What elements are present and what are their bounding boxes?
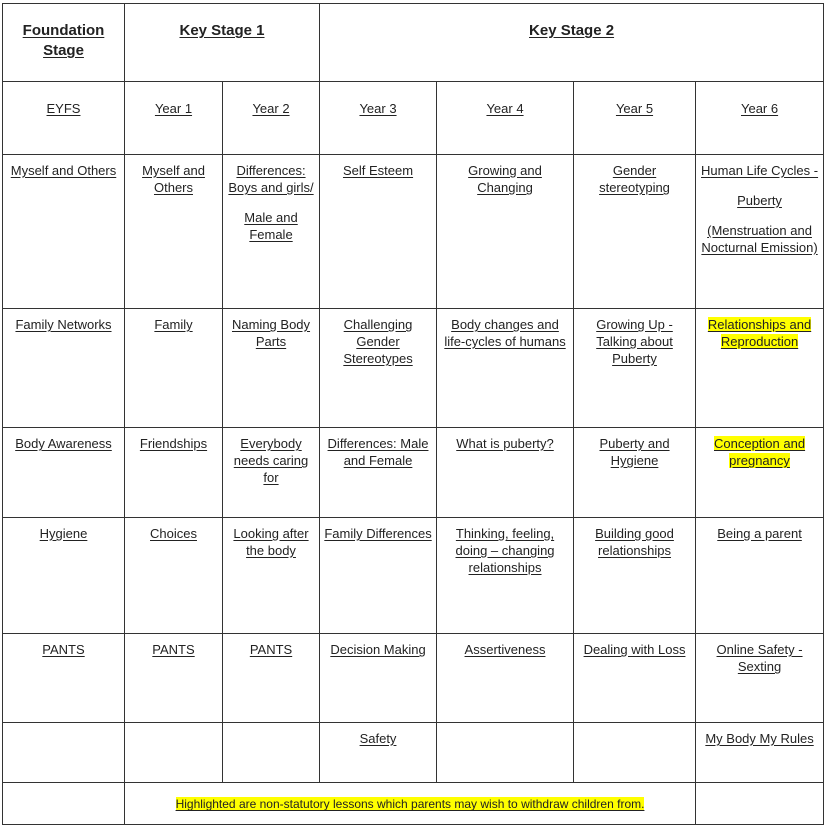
cell-year-3: Challenging Gender Stereotypes <box>320 309 437 428</box>
cell-year-4: Assertiveness <box>437 634 574 723</box>
year-header-1: Year 1 <box>125 82 223 155</box>
key-stage-1-header: Key Stage 1 <box>125 4 320 82</box>
cell-year-3: Family Differences <box>320 518 437 634</box>
cell-year-4: Body changes and life-cycles of humans <box>437 309 574 428</box>
cell-year-1: Family <box>125 309 223 428</box>
cell-year-1: Choices <box>125 518 223 634</box>
table-row <box>3 428 824 518</box>
cell-year-1: PANTS <box>125 634 223 723</box>
cell-year-5: Growing Up - Talking about Puberty <box>574 309 696 428</box>
cell-year-4: What is puberty? <box>437 428 574 518</box>
cell-year-2: Naming Body Parts <box>223 309 320 428</box>
cell-year-3: Decision Making <box>320 634 437 723</box>
cell-year-6: My Body My Rules <box>696 723 824 783</box>
year-header-4: Year 4 <box>437 82 574 155</box>
cell-year-3: Self Esteem <box>320 155 437 309</box>
curriculum-table <box>2 3 824 825</box>
year-header-6: Year 6 <box>696 82 824 155</box>
cell-year-4: Thinking, feeling, doing – changing relationships <box>437 518 574 634</box>
footnote-cell <box>125 783 696 825</box>
table-row <box>3 634 824 723</box>
year-header-3: Year 3 <box>320 82 437 155</box>
cell-year-2: Everybody needs caring for <box>223 428 320 518</box>
cell-year-5: Dealing with Loss <box>574 634 696 723</box>
footnote-right-empty <box>696 783 824 825</box>
table-row <box>3 155 824 309</box>
cell-year-2: PANTS <box>223 634 320 723</box>
cell-year-4: Growing and Changing <box>437 155 574 309</box>
cell-year-5-empty <box>574 723 696 783</box>
cell-year-5: Puberty and Hygiene <box>574 428 696 518</box>
cell-year-1: Myself and Others <box>125 155 223 309</box>
key-stage-2-header: Key Stage 2 <box>320 4 824 82</box>
footnote-left-empty <box>3 783 125 825</box>
table-row <box>3 309 824 428</box>
cell-year-6: Human Life Cycles - Puberty (Menstruation and Nocturnal Emission) <box>696 155 824 309</box>
cell-year-2: Differences: Boys and girls/ Male and Female <box>223 155 320 309</box>
cell-year-1: Friendships <box>125 428 223 518</box>
table-row <box>3 518 824 634</box>
footnote-text: Highlighted are non-statutory lessons which parents may wish to withdraw children from. <box>175 797 645 811</box>
cell-year-2: Looking after the body <box>223 518 320 634</box>
cell-year-3: Differences: Male and Female <box>320 428 437 518</box>
cell-year-5: Gender stereotyping <box>574 155 696 309</box>
cell-year-4-empty <box>437 723 574 783</box>
cell-eyfs-empty <box>3 723 125 783</box>
cell-year-6: Being a parent <box>696 518 824 634</box>
year-header-row <box>3 82 824 155</box>
foundation-stage-header: Foundation Stage <box>3 4 125 82</box>
table-row <box>3 723 824 783</box>
cell-year-3: Safety <box>320 723 437 783</box>
year-header-5: Year 5 <box>574 82 696 155</box>
cell-year-1-empty <box>125 723 223 783</box>
cell-year-6-highlighted: Conception and pregnancy <box>696 428 824 518</box>
cell-year-6-highlighted: Relationships and Reproduction <box>696 309 824 428</box>
cell-year-6: Online Safety - Sexting <box>696 634 824 723</box>
footnote-row <box>3 783 824 825</box>
cell-year-2-empty <box>223 723 320 783</box>
cell-eyfs: Body Awareness <box>3 428 125 518</box>
cell-eyfs: Hygiene <box>3 518 125 634</box>
cell-eyfs: PANTS <box>3 634 125 723</box>
cell-year-5: Building good relationships <box>574 518 696 634</box>
cell-eyfs: Myself and Others <box>3 155 125 309</box>
cell-eyfs: Family Networks <box>3 309 125 428</box>
year-header-eyfs: EYFS <box>3 82 125 155</box>
stage-header-row <box>3 4 824 82</box>
year-header-2: Year 2 <box>223 82 320 155</box>
